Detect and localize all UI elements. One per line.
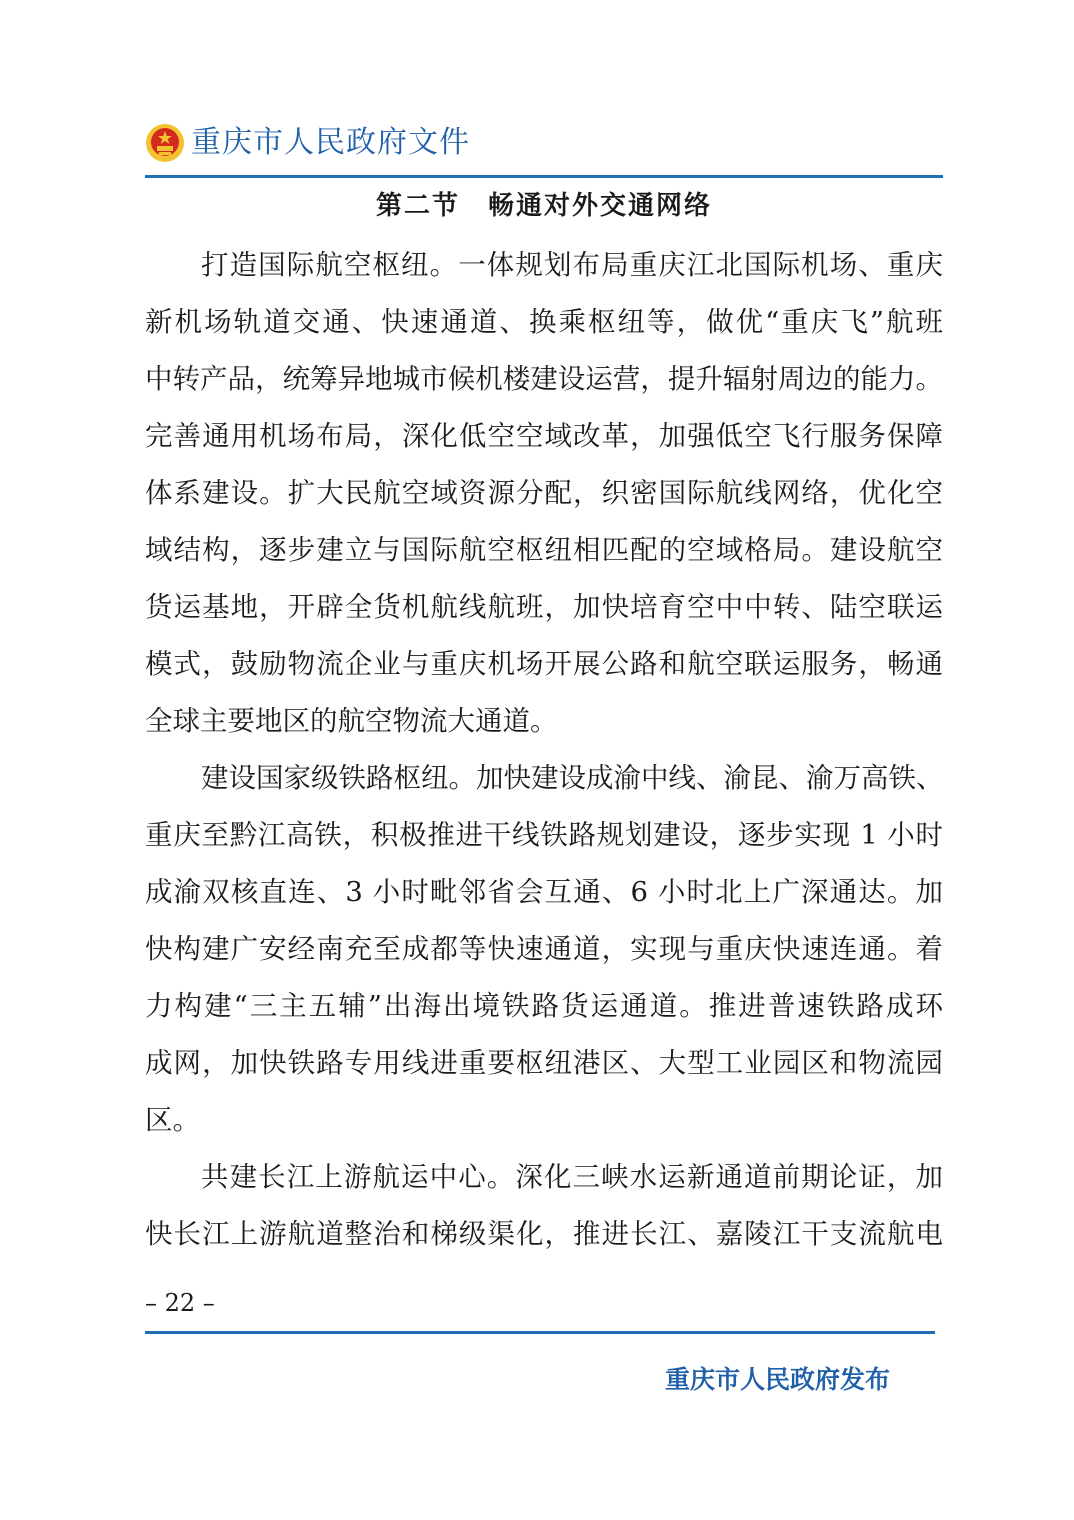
body-text [145, 237, 943, 1263]
document-header [145, 118, 470, 168]
header-rule [145, 175, 943, 178]
paragraph-line: 建设国家级铁路枢纽。加快建设成渝中线、渝昆、渝万高铁、 [201, 762, 943, 794]
paragraph-line: 成渝双核直连、3 小时毗邻省会互通、6 小时北上广深通达。加 [145, 876, 943, 908]
paragraph-line: 打造国际航空枢纽。一体规划布局重庆江北国际机场、重庆 [201, 249, 943, 281]
paragraph-line: 共建长江上游航运中心。深化三峡水运新通道前期论证，加 [201, 1161, 943, 1193]
paragraph-line: 全球主要地区的航空物流大通道。 [145, 705, 558, 737]
paragraph-line: 力构建“三主五辅”出海出境铁路货运通道。推进普速铁路成环 [145, 990, 943, 1022]
paragraph-line: 重庆至黔江高铁，积极推进干线铁路规划建设，逐步实现 1 小时 [145, 819, 943, 851]
national-emblem-icon [145, 123, 185, 163]
paragraph-line: 完善通用机场布局，深化低空空域改革，加强低空飞行服务保障 [145, 420, 943, 452]
header-title: 重庆市人民政府文件 [191, 125, 470, 160]
paragraph-line: 中转产品，统筹异地城市候机楼建设运营，提升辐射周边的能力。 [145, 363, 943, 395]
page-number: – 22 – [145, 1289, 215, 1317]
paragraph-line: 快长江上游航道整治和梯级渠化，推进长江、嘉陵江干支流航电 [145, 1218, 943, 1250]
paragraph-line: 成网，加快铁路专用线进重要枢纽港区、大型工业园区和物流园 [145, 1047, 943, 1079]
section-title: 第二节 畅通对外交通网络 [375, 191, 712, 221]
paragraph-line: 模式，鼓励物流企业与重庆机场开展公路和航空联运服务，畅通 [145, 648, 943, 680]
paragraph-line: 体系建设。扩大民航空域资源分配，织密国际航线网络，优化空 [145, 477, 943, 509]
paragraph-line: 区。 [145, 1104, 200, 1136]
footer-rule [145, 1331, 935, 1334]
paragraph-line: 新机场轨道交通、快速通道、换乘枢纽等，做优“重庆飞”航班 [145, 306, 943, 338]
paragraph-line: 快构建广安经南充至成都等快速通道，实现与重庆快速连通。着 [145, 933, 943, 965]
footer-publisher: 重庆市人民政府发布 [664, 1365, 890, 1394]
paragraph-line: 域结构，逐步建立与国际航空枢纽相匹配的空域格局。建设航空 [145, 534, 943, 566]
paragraph-line: 货运基地，开辟全货机航线航班，加快培育空中中转、陆空联运 [145, 591, 943, 623]
